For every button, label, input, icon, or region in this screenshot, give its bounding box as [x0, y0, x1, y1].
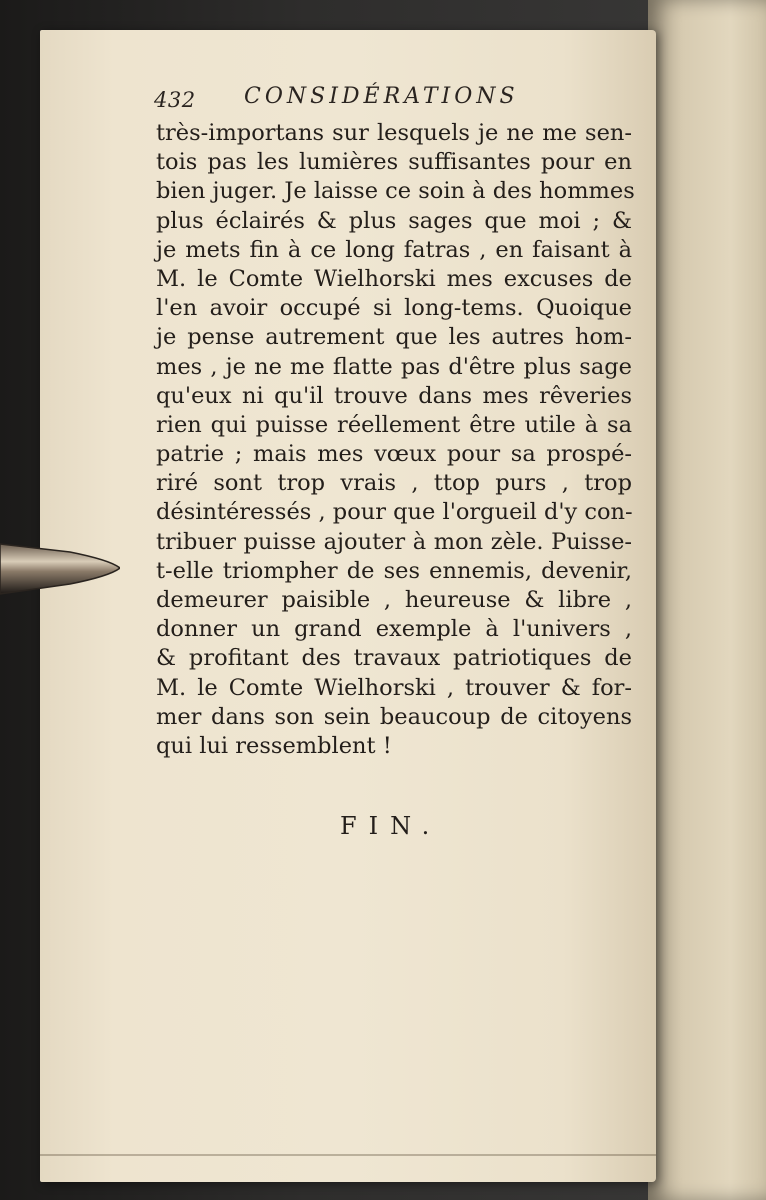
- text-line: mes , je ne me flatte pas d'être plus sage: [156, 353, 632, 380]
- text-line: bien juger. Je laisse ce soin à des hommes: [156, 178, 635, 205]
- text-line: tribuer puisse ajouter à mon zèle. Puisse-: [156, 528, 632, 555]
- text-line: l'en avoir occupé si long-tems. Quoique: [156, 295, 632, 322]
- text-line: & profitant des travaux patriotiques de: [156, 645, 632, 672]
- text-line: mer dans son sein beaucoup de citoyens: [156, 703, 632, 730]
- text-line: qui lui ressemblent !: [156, 732, 392, 759]
- text-line: riré sont trop vrais , ttop purs , trop: [156, 470, 632, 497]
- text-line: t-elle triompher de ses ennemis, devenir,: [156, 557, 632, 584]
- text-line: M. le Comte Wielhorski mes excuses de: [156, 265, 632, 292]
- text-line: M. le Comte Wielhorski , trouver & for-: [156, 674, 632, 701]
- text-line: rien qui puisse réellement être utile à sa: [156, 411, 632, 438]
- closing-fin: FIN.: [340, 812, 442, 840]
- body-text: [156, 119, 635, 761]
- text-line: je pense autrement que les autres hom-: [156, 324, 632, 351]
- running-title: CONSIDÉRATIONS: [244, 84, 519, 109]
- text-line: désintéressés , pour que l'orgueil d'y con-: [156, 499, 633, 526]
- text-line: donner un grand exemple à l'univers ,: [156, 616, 632, 643]
- text-line: demeurer paisible , heureuse & libre ,: [156, 587, 632, 613]
- running-head: [154, 84, 554, 118]
- page-holder-clip: [0, 536, 120, 600]
- text-line: qu'eux ni qu'il trouve dans mes rêveries: [156, 382, 632, 409]
- text-line: patrie ; mais mes vœux pour sa prospé-: [156, 441, 632, 468]
- facing-page-edge: [648, 0, 766, 1200]
- text-line: plus éclairés & plus sages que moi ; &: [156, 207, 632, 234]
- text-line: je mets fin à ce long fatras , en faisant à: [156, 236, 632, 263]
- text-line: tois pas les lumières suffisantes pour en: [156, 149, 632, 176]
- page-number: 432: [154, 88, 196, 112]
- text-line: très-importans sur lesquels je ne me sen-: [156, 120, 632, 146]
